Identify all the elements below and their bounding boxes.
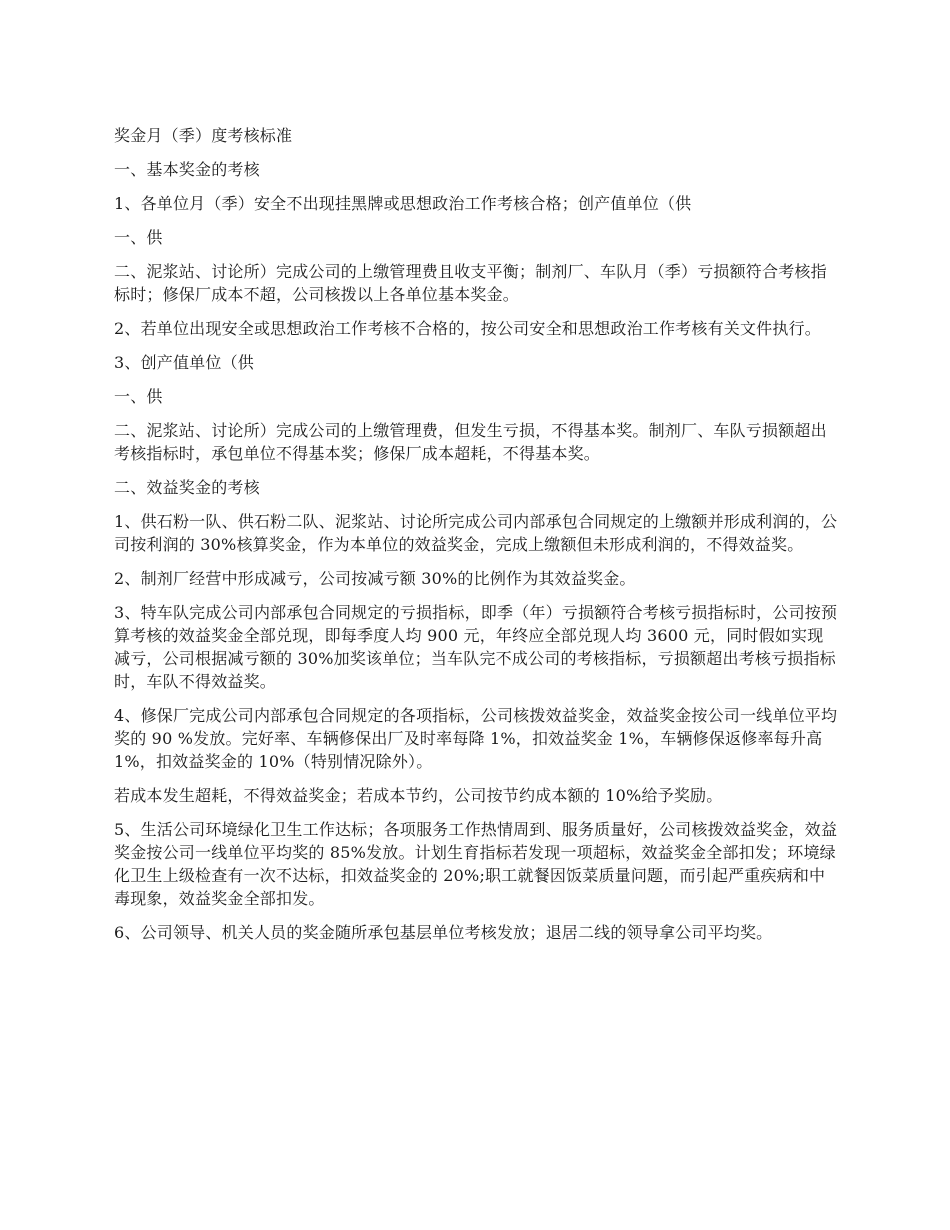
paragraph: 一、供 (114, 387, 163, 406)
paragraph: 1、各单位月（季）安全不出现挂黑牌或思想政治工作考核合格；创产值单位（供 (114, 194, 692, 213)
paragraph: 3、创产值单位（供 (114, 353, 254, 372)
paragraph: 4、修保厂完成公司内部承包合同规定的各项指标，公司核拨效益奖金，效益奖金按公司一线单位平均奖的 90 %发放。完好率、车辆修保出厂及时率每降 1%，扣效益奖金 1%，车辆修保返修率每升高 1%，扣效益奖金的 10%（特别情况除外）。 (114, 706, 838, 771)
paragraph: 2、若单位出现安全或思想政治工作考核不合格的，按公司安全和思想政治工作考核有关文件执行。 (114, 319, 821, 338)
paragraph: 6、公司领导、机关人员的奖金随所承包基层单位考核发放；退居二线的领导拿公司平均奖。 (114, 923, 773, 942)
document-title: 奖金月（季）度考核标准 (114, 126, 293, 145)
section-heading-performance-bonus: 二、效益奖金的考核 (114, 478, 260, 497)
paragraph: 3、特车队完成公司内部承包合同规定的亏损指标，即季（年）亏损额符合考核亏损指标时，公司按预算考核的效益奖金全部兑现，即每季度人均 900 元，年终应全部兑现人均 3600 元，同时假如实现减亏，公司根据减亏额的 30%加奖该单位；当车队完不成公司的考核指标，亏损额超出考核亏损指标时，车队不得效益奖。 (114, 603, 838, 691)
paragraph: 一、供 (114, 228, 163, 247)
paragraph: 1、供石粉一队、供石粉二队、泥浆站、讨论所完成公司内部承包合同规定的上缴额并形成利润的，公司按利润的 30%核算奖金，作为本单位的效益奖金，完成上缴额但未形成利润的，不得效益奖。 (114, 512, 838, 554)
paragraph: 若成本发生超耗，不得效益奖金；若成本节约，公司按节约成本额的 10%给予奖励。 (114, 786, 723, 805)
section-heading-basic-bonus: 一、基本奖金的考核 (114, 160, 260, 179)
paragraph: 5、生活公司环境绿化卫生工作达标；各项服务工作热情周到、服务质量好，公司核拨效益奖金，效益奖金按公司一线单位平均奖的 85%发放。计划生育指标若发现一项超标，效益奖金全部扣发；环境绿化卫生上级检查有一次不达标，扣效益奖金的 20%;职工就餐因饭菜质量问题，而引起严重疾病和中毒现象，效益奖金全部扣发。 (114, 820, 838, 908)
paragraph: 二、泥浆站、讨论所）完成公司的上缴管理费，但发生亏损，不得基本奖。制剂厂、车队亏损额超出考核指标时，承包单位不得基本奖；修保厂成本超耗，不得基本奖。 (114, 421, 827, 463)
paragraph: 二、泥浆站、讨论所）完成公司的上缴管理费且收支平衡；制剂厂、车队月（季）亏损额符合考核指标时；修保厂成本不超，公司核拨以上各单位基本奖金。 (114, 262, 827, 304)
paragraph: 2、制剂厂经营中形成减亏，公司按减亏额 30%的比例作为其效益奖金。 (114, 569, 636, 588)
document-body (114, 124, 838, 955)
